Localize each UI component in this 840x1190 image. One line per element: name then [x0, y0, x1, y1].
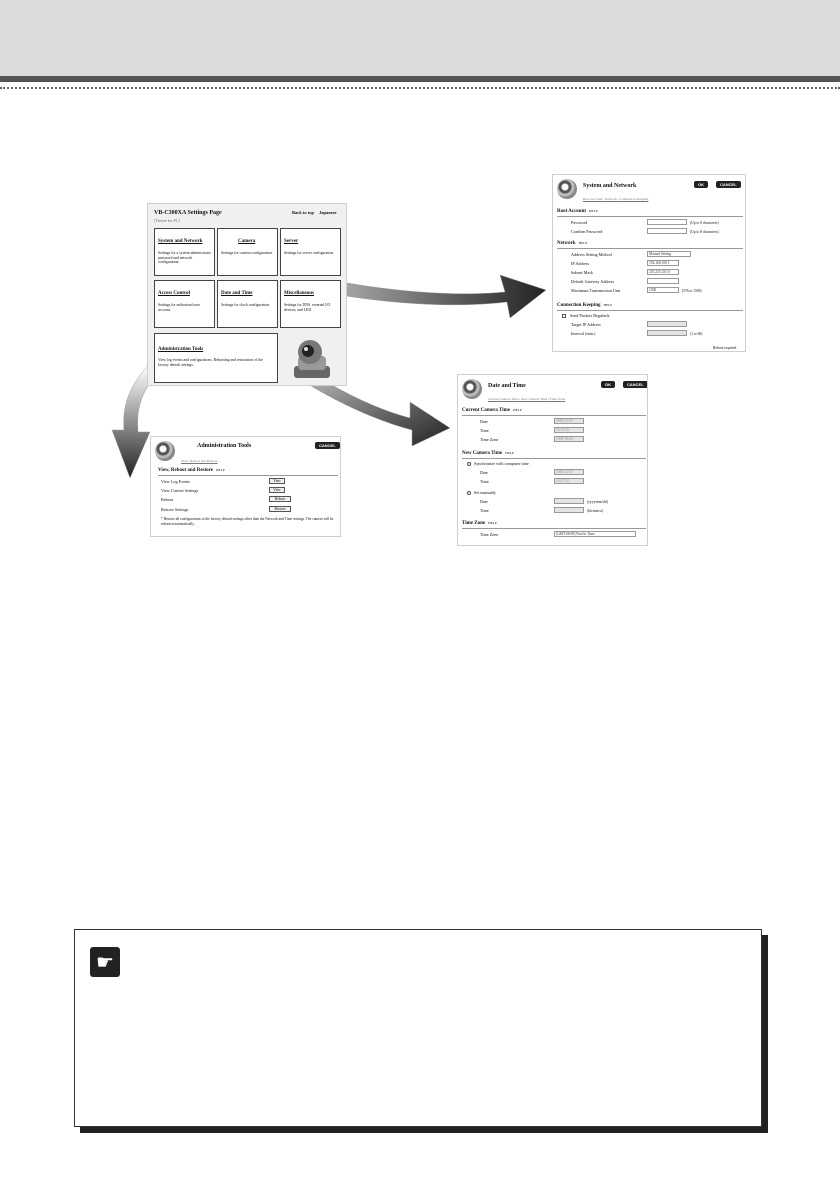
- japanese-link[interactable]: Japanese: [319, 210, 337, 215]
- divider: [557, 216, 743, 217]
- divider: [462, 415, 646, 416]
- system-network-title: System and Network: [583, 183, 637, 189]
- confirm-password-input[interactable]: [647, 228, 687, 234]
- password-input[interactable]: [647, 219, 687, 225]
- subnet-mask-label: Subnet Mask: [571, 270, 593, 275]
- menu-cell-server[interactable]: Server Settings for server configuration.: [280, 228, 341, 276]
- password-label: Password: [571, 220, 588, 225]
- new-time-heading: New Camera Time HELP: [462, 451, 514, 456]
- subnet-mask-input[interactable]: 255.255.255.0: [647, 269, 679, 275]
- restore-button[interactable]: Restore: [269, 506, 291, 512]
- gateway-label: Default Gateway Address: [571, 279, 615, 284]
- back-to-top-link[interactable]: Back to top: [292, 210, 315, 215]
- ip-address-input[interactable]: 192.168.100.1: [647, 260, 679, 266]
- divider: [557, 248, 743, 249]
- current-time-label: Time: [480, 428, 489, 433]
- gateway-input[interactable]: [647, 278, 679, 284]
- root-account-heading: Root Account HELP: [557, 209, 598, 214]
- divider: [462, 528, 646, 529]
- current-zone-label: Time Zone: [480, 437, 499, 442]
- pointing-hand-icon: ☛: [90, 947, 120, 977]
- time-format-hint: (hh:mm:ss): [587, 509, 604, 513]
- menu-cell-miscellaneous[interactable]: Miscellaneous Settings for DNS, external I/O devices, and LED.: [280, 280, 341, 328]
- menu-cell-administration-tools[interactable]: Administration Tools View log events and configurations. Rebooting and restoration of the factory default settings.: [154, 333, 278, 383]
- canon-logo-icon: [462, 379, 482, 399]
- date-format-hint: (yyyy/mm/dd): [587, 500, 608, 504]
- ip-address-label: IP Address: [571, 261, 590, 266]
- reboot-label: Reboot: [161, 497, 174, 502]
- cancel-button[interactable]: CANCEL: [623, 381, 648, 388]
- connection-keeping-heading: Connection Keeping HELP: [557, 303, 613, 308]
- send-packets-checkbox[interactable]: [562, 314, 566, 318]
- manual-time-input[interactable]: [554, 507, 584, 513]
- mtu-label: Maximum Transmission Unit: [571, 288, 621, 293]
- address-method-select[interactable]: Manual Setting: [647, 251, 691, 257]
- current-date-label: Date: [480, 419, 488, 424]
- restore-footnote: * Restore all configurations to the factory default settings other than the Network and Time settings. The camera will be rebooted automatically.: [161, 517, 334, 526]
- confirm-password-label: Confirm Password: [571, 229, 603, 234]
- camera-image-icon: [286, 334, 336, 382]
- settings-page-title: VB-C300XA Settings Page: [154, 210, 222, 216]
- view-log-button[interactable]: View: [269, 478, 285, 484]
- admin-tools-title: Administration Tools: [197, 443, 252, 449]
- set-manually-radio[interactable]: [467, 491, 471, 495]
- divider: [158, 475, 338, 476]
- reboot-button[interactable]: Reboot: [269, 496, 291, 502]
- date-time-title: Date and Time: [488, 383, 526, 389]
- set-manually-label: Set manually: [474, 490, 496, 495]
- cancel-button[interactable]: CANCEL: [315, 442, 340, 449]
- system-network-screenshot: [552, 174, 746, 352]
- section-links[interactable]: Current Camera Time | New Camera Time | Time Zone: [488, 397, 566, 401]
- confirm-password-hint: (Up to 8 characters): [690, 230, 719, 234]
- send-packets-label: Send Packets Regularly: [570, 313, 610, 318]
- view-settings-button[interactable]: View: [269, 487, 285, 493]
- interval-range: (1 to 60): [690, 332, 703, 336]
- section-links[interactable]: Root Account | Network | Connection Keeping: [583, 197, 649, 201]
- sync-date-field: 2006/12/20: [554, 469, 584, 475]
- note-box: [74, 929, 762, 1127]
- admin-tools-screenshot: [150, 436, 341, 537]
- settings-page-subtitle: [Viewer for PC]: [154, 218, 180, 223]
- view-settings-label: View Current Settings: [161, 488, 199, 493]
- ok-button[interactable]: OK: [601, 381, 615, 388]
- reboot-required-note: Reboot required: [713, 346, 737, 350]
- address-method-label: Address Setting Method: [571, 252, 612, 257]
- view-reboot-restore-heading: View, Reboot and Restore HELP: [158, 468, 225, 473]
- ok-button[interactable]: OK: [694, 181, 708, 188]
- view-log-label: View Log Events: [161, 479, 191, 484]
- time-zone-heading: Time Zone HELP: [462, 521, 497, 526]
- menu-cell-date-time[interactable]: Date and Time Settings for clock configuration.: [217, 280, 278, 328]
- menu-cell-access-control[interactable]: Access Control Settings for authorized user account.: [154, 280, 215, 328]
- target-ip-label: Target IP Address: [571, 322, 601, 327]
- menu-cell-camera[interactable]: Camera Settings for camera configuration.: [217, 228, 278, 276]
- new-time-label: Time: [480, 479, 489, 484]
- current-time-heading: Current Camera Time HELP: [462, 408, 522, 413]
- settings-page-screenshot: [147, 203, 347, 386]
- canon-logo-icon: [557, 179, 577, 199]
- divider: [462, 458, 646, 459]
- sync-time-field: 10:17:22: [554, 478, 584, 484]
- current-time-field: 10:15:30: [554, 427, 584, 433]
- mtu-range: (576 to 1500): [682, 289, 702, 293]
- divider: [557, 310, 743, 311]
- current-date-field: 2006/12/20: [554, 418, 584, 424]
- interval-label: Interval (min.): [571, 331, 596, 336]
- date-time-screenshot: [457, 374, 648, 546]
- cancel-button[interactable]: CANCEL: [716, 181, 741, 188]
- new-date-label: Date: [480, 470, 488, 475]
- manual-date-label: Date: [480, 499, 488, 504]
- time-zone-select[interactable]: (GMT-08:00) Pacific Time: [554, 531, 636, 537]
- interval-input[interactable]: [647, 330, 687, 336]
- zone-label: Time Zone: [480, 532, 499, 537]
- restore-label: Restore Settings: [161, 507, 189, 512]
- current-zone-field: GMT-08:00: [554, 436, 584, 442]
- section-links[interactable]: View, Reboot and Restore: [181, 459, 218, 463]
- target-ip-input[interactable]: [647, 321, 687, 327]
- menu-cell-system-network[interactable]: System and Network Settings for a system administrator password and network configuration.: [154, 228, 215, 276]
- sync-pc-radio[interactable]: [467, 462, 471, 466]
- network-heading: Network HELP: [557, 241, 588, 246]
- canon-logo-icon: [155, 441, 175, 461]
- manual-time-label: Time: [480, 508, 489, 513]
- sync-pc-label: Synchronize with computer time: [474, 461, 529, 466]
- manual-date-input[interactable]: [554, 498, 584, 504]
- mtu-input[interactable]: 1500: [647, 287, 679, 293]
- password-hint: (Up to 8 characters): [690, 221, 719, 225]
